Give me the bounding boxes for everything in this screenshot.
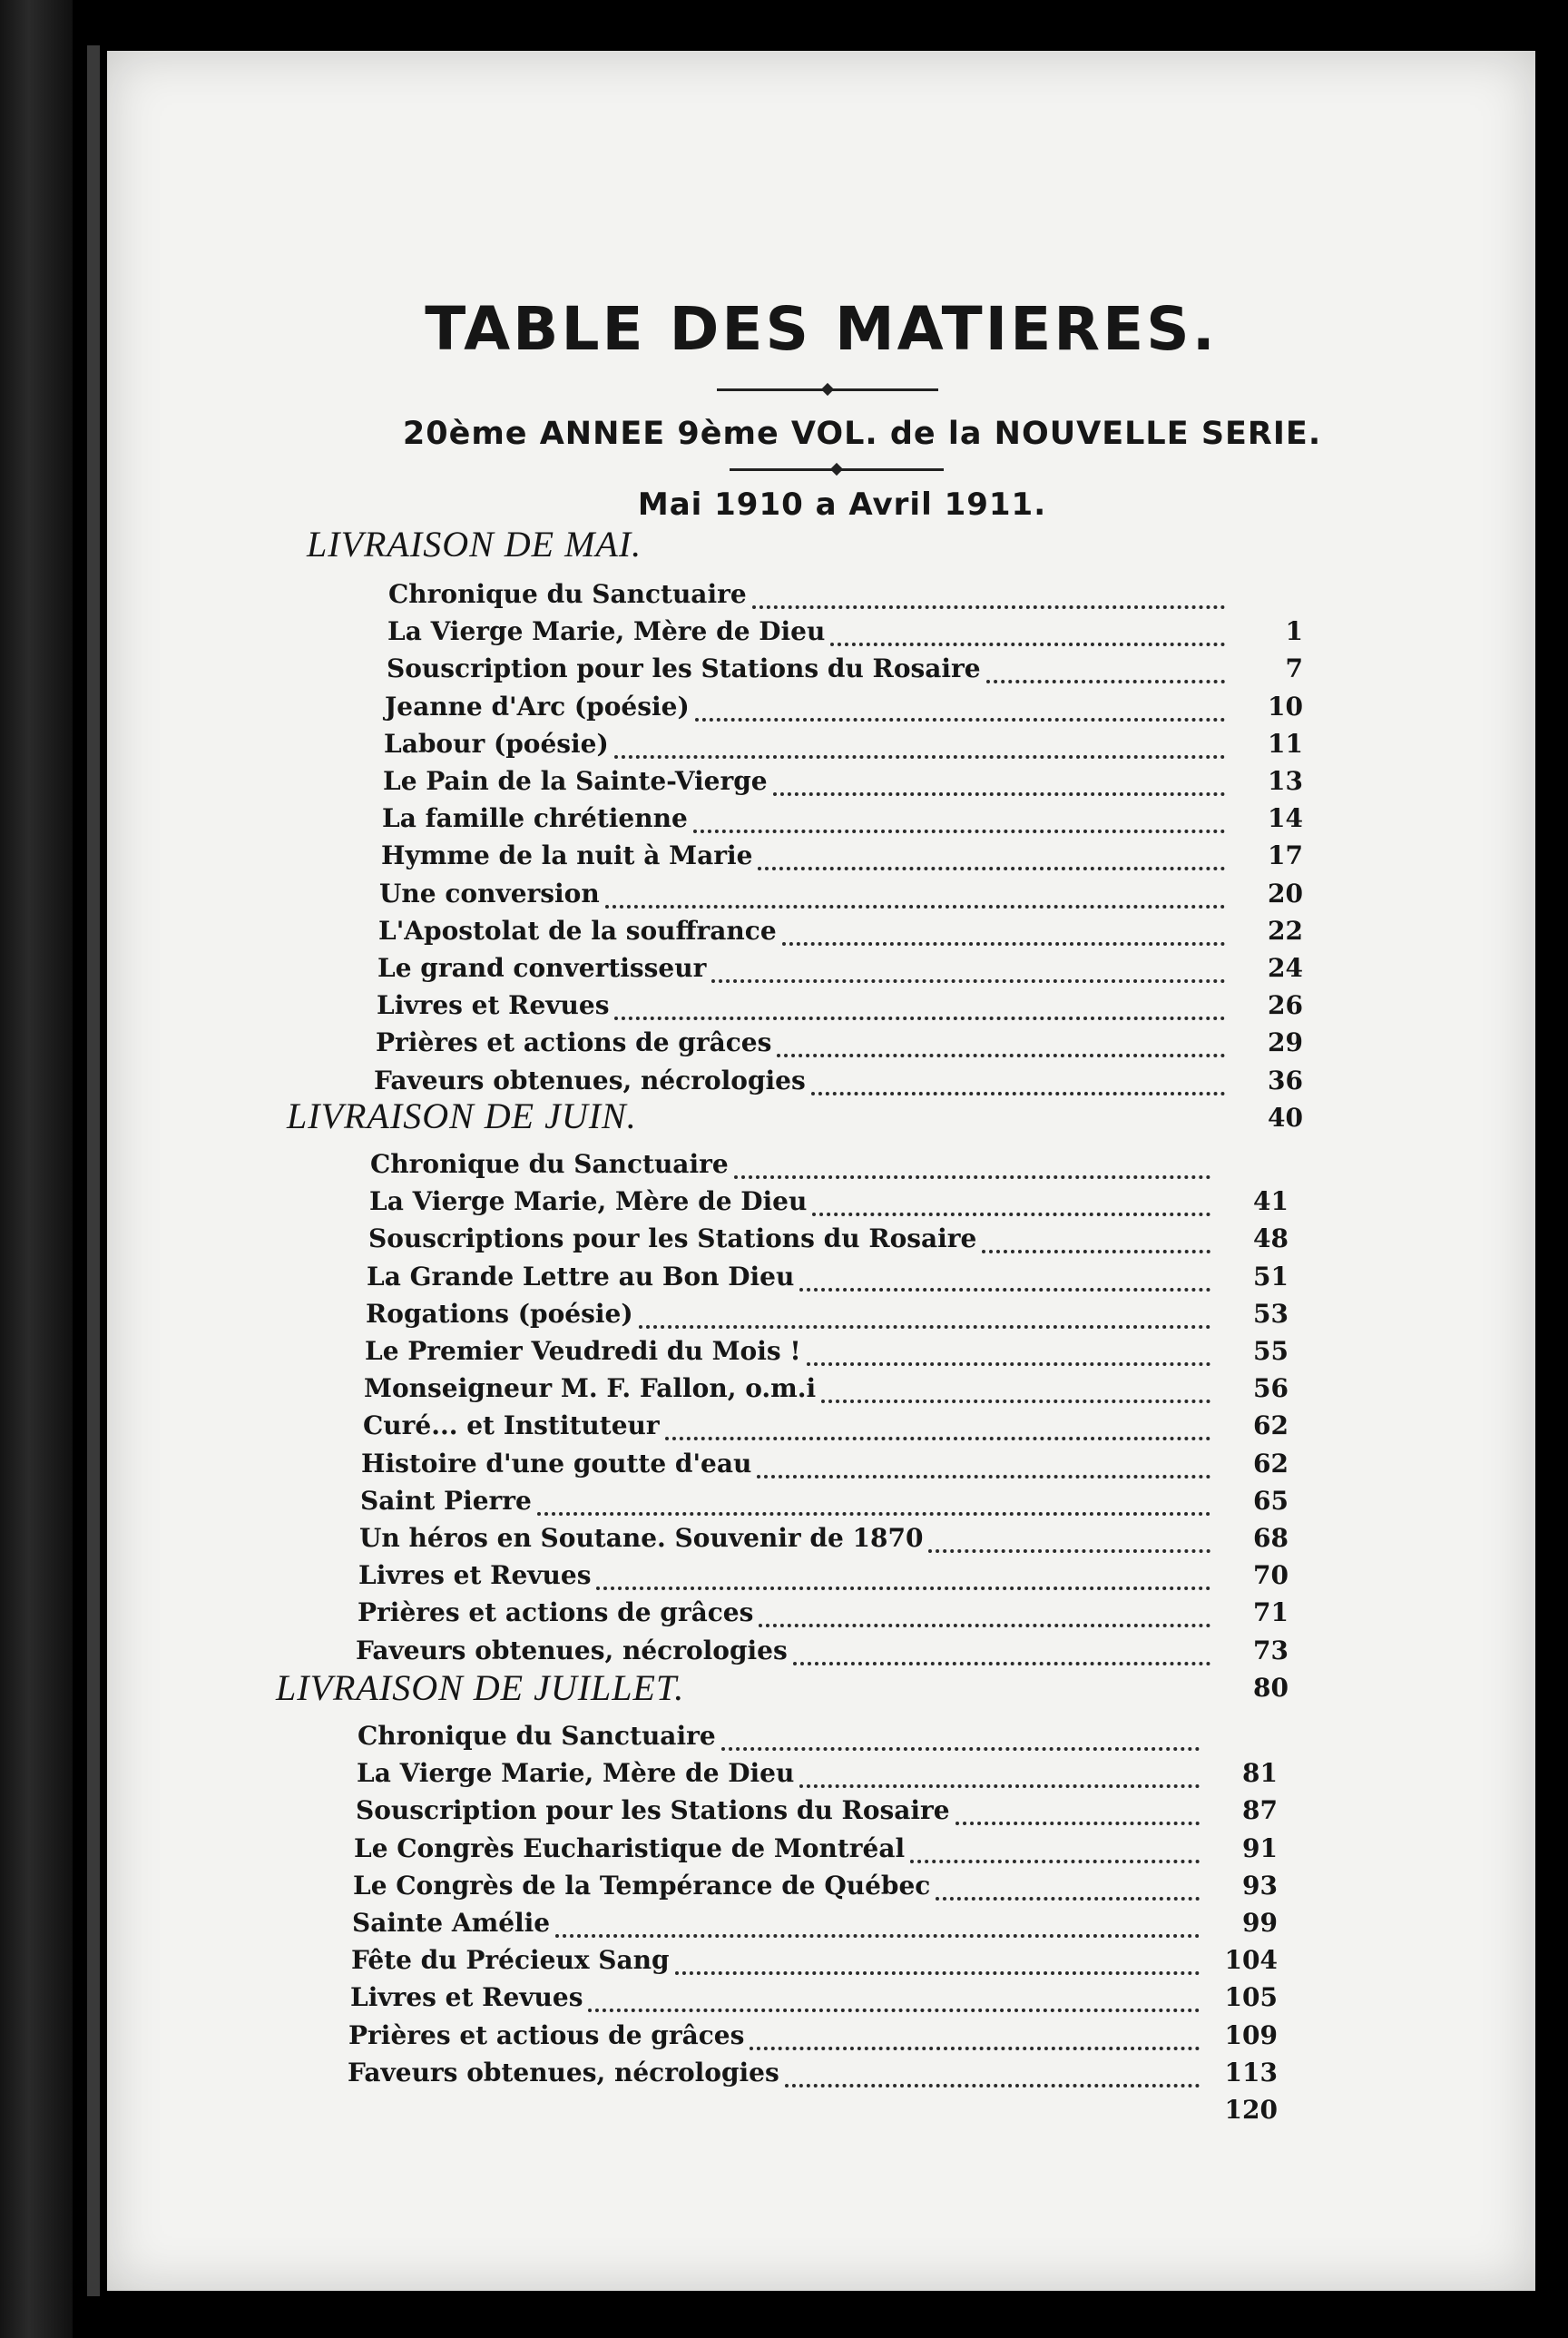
toc-entry-title: Livres et Revues xyxy=(350,1982,583,2012)
toc-entry-page-number: 11 xyxy=(1268,729,1303,759)
toc-entry-title: Jeanne d'Arc (poésie) xyxy=(385,692,690,722)
toc-entry xyxy=(347,2095,1278,2132)
dot-leader xyxy=(785,2084,1200,2088)
toc-entry-title: Chronique du Sanctuaire xyxy=(388,579,747,609)
toc-entry-title: Souscriptions pour les Stations du Rosaire xyxy=(368,1223,977,1253)
toc-entry xyxy=(368,1223,1289,1261)
toc-entry-page-number: 36 xyxy=(1268,1066,1303,1095)
dot-leader xyxy=(910,1860,1200,1863)
toc-entry-title: La Grande Lettre au Bon Dieu xyxy=(367,1262,795,1292)
toc-entry xyxy=(370,1149,1289,1186)
document-date-range: Mai 1910 a Avril 1911. xyxy=(637,486,1047,523)
toc-entry-title: Monseigneur M. F. Fallon, o.m.i xyxy=(364,1373,817,1403)
dot-leader xyxy=(812,1213,1210,1216)
dot-leader xyxy=(752,605,1225,609)
toc-entry xyxy=(360,1486,1289,1523)
toc-entry-page-number: 55 xyxy=(1253,1336,1289,1366)
toc-entry xyxy=(379,879,1303,916)
toc-entry-page-number: 113 xyxy=(1224,2058,1278,2088)
toc-entry-page-number: 71 xyxy=(1253,1597,1289,1627)
toc-entry-title: Curé... et Instituteur xyxy=(363,1410,660,1440)
toc-entry xyxy=(366,1299,1289,1336)
toc-entry-page-number: 17 xyxy=(1268,840,1303,870)
dot-leader xyxy=(537,1512,1210,1516)
dot-leader xyxy=(982,1250,1210,1253)
toc-entry xyxy=(377,990,1303,1027)
toc-entry xyxy=(367,1262,1289,1299)
document-page xyxy=(107,51,1535,2291)
dot-leader xyxy=(596,1586,1210,1590)
toc-entry-title: L'Apostolat de la souffrance xyxy=(378,916,777,946)
toc-entry xyxy=(358,1560,1289,1597)
dot-leader xyxy=(757,1475,1210,1478)
toc-entry xyxy=(358,1597,1289,1635)
toc-entry xyxy=(363,1410,1289,1448)
toc-entry xyxy=(364,1373,1289,1410)
toc-entry-title: Fête du Précieux Sang xyxy=(351,1945,670,1975)
toc-entry-title: Histoire d'une goutte d'eau xyxy=(361,1449,752,1478)
toc-entry xyxy=(351,1945,1278,1982)
toc-entry-page-number: 53 xyxy=(1253,1299,1289,1329)
toc-entry-page-number: 99 xyxy=(1242,1908,1278,1938)
toc-entry-page-number: 56 xyxy=(1253,1373,1289,1403)
dot-leader xyxy=(695,718,1225,722)
toc-entry-title: Le grand convertisseur xyxy=(377,953,707,983)
toc-entry-page-number: 68 xyxy=(1253,1523,1289,1553)
toc-entry-page-number: 62 xyxy=(1253,1410,1289,1440)
dot-leader xyxy=(936,1897,1200,1901)
dot-leader xyxy=(750,2047,1200,2050)
toc-entry-title: Chronique du Sanctuaire xyxy=(358,1721,716,1751)
dot-leader xyxy=(799,1784,1200,1788)
toc-entry xyxy=(358,1721,1278,1758)
toc-entry xyxy=(378,916,1303,953)
toc-entry-page-number: 14 xyxy=(1268,803,1303,833)
toc-entry-title: Un héros en Soutane. Souvenir de 1870 xyxy=(359,1523,924,1553)
toc-entry-page-number: 7 xyxy=(1285,653,1303,683)
dot-leader xyxy=(693,830,1225,833)
toc-entry-title: Rogations (poésie) xyxy=(366,1299,633,1329)
toc-entry-title: Prières et actions de grâces xyxy=(358,1597,754,1627)
dot-leader xyxy=(639,1325,1210,1329)
section-heading: LIVRAISON DE JUILLET. xyxy=(276,1667,685,1708)
toc-entry xyxy=(365,1336,1289,1373)
toc-entry-title: Prières et actions de grâces xyxy=(376,1027,772,1057)
toc-entry-page-number: 120 xyxy=(1224,2095,1278,2125)
dot-leader xyxy=(605,905,1225,909)
toc-entry xyxy=(357,1758,1278,1795)
toc-entry xyxy=(350,1982,1278,2019)
toc-entry-page-number: 26 xyxy=(1268,990,1303,1020)
page-edge xyxy=(87,45,100,2296)
toc-entry-page-number: 91 xyxy=(1242,1833,1278,1863)
toc-entry xyxy=(387,616,1303,653)
dot-leader xyxy=(758,867,1225,870)
toc-entry-page-number: 87 xyxy=(1242,1795,1278,1825)
toc-entry-page-number: 65 xyxy=(1253,1486,1289,1516)
toc-entry-title: Le Premier Veudredi du Mois ! xyxy=(365,1336,801,1366)
toc-entry-page-number: 70 xyxy=(1253,1560,1289,1590)
dot-leader xyxy=(811,1092,1225,1095)
dot-leader xyxy=(614,1017,1225,1020)
toc-entry xyxy=(352,1908,1278,1945)
title-divider xyxy=(717,388,938,391)
toc-entry xyxy=(384,729,1303,766)
toc-entry-title: Le Congrès de la Tempérance de Québec xyxy=(353,1871,931,1901)
toc-entry xyxy=(353,1871,1278,1908)
toc-entry-page-number: 105 xyxy=(1224,1982,1278,2012)
toc-entry-title: Hymme de la nuit à Marie xyxy=(381,840,753,870)
toc-entry-page-number: 1 xyxy=(1285,616,1303,646)
toc-entry xyxy=(354,1833,1278,1871)
toc-entry xyxy=(385,692,1303,729)
dot-leader xyxy=(807,1362,1210,1366)
toc-entry xyxy=(381,840,1303,878)
toc-entry-title: Faveurs obtenues, nécrologies xyxy=(356,1636,788,1665)
toc-entry-title: Faveurs obtenues, nécrologies xyxy=(374,1066,806,1095)
toc-entry-title: Livres et Revues xyxy=(377,990,610,1020)
toc-entry xyxy=(348,2058,1278,2095)
toc-entry xyxy=(361,1449,1289,1486)
toc-entry-page-number: 20 xyxy=(1268,879,1303,909)
toc-entry-page-number: 29 xyxy=(1268,1027,1303,1057)
dot-leader xyxy=(830,643,1225,646)
toc-entry-title: La Vierge Marie, Mère de Dieu xyxy=(357,1758,795,1788)
dot-leader xyxy=(711,979,1225,983)
toc-entry-page-number: 81 xyxy=(1242,1758,1278,1788)
toc-entry xyxy=(387,653,1303,691)
toc-entry-page-number: 109 xyxy=(1224,2020,1278,2050)
toc-entry-page-number: 41 xyxy=(1253,1186,1289,1216)
toc-entry-title: Une conversion xyxy=(379,879,600,909)
dot-leader xyxy=(928,1549,1210,1553)
toc-entry-title: Labour (poésie) xyxy=(384,729,609,759)
dot-leader xyxy=(986,680,1225,683)
toc-entry-title: Saint Pierre xyxy=(360,1486,532,1516)
toc-entry-title: Le Congrès Eucharistique de Montréal xyxy=(354,1833,906,1863)
toc-entry xyxy=(348,2020,1278,2058)
dot-leader xyxy=(799,1288,1210,1292)
dot-leader xyxy=(773,792,1225,796)
document-title: TABLE DES MATIERES. xyxy=(425,294,1218,364)
toc-entry-page-number: 48 xyxy=(1253,1223,1289,1253)
toc-entry-title: Le Pain de la Sainte-Vierge xyxy=(383,766,768,796)
document-subtitle: 20ème ANNEE 9ème VOL. de la NOUVELLE SERIE. xyxy=(402,416,1322,452)
toc-entry-page-number: 22 xyxy=(1268,916,1303,946)
toc-entry-page-number: 24 xyxy=(1268,953,1303,983)
toc-entry-page-number: 10 xyxy=(1268,692,1303,722)
toc-entry-page-number: 13 xyxy=(1268,766,1303,796)
toc-entry-title: Faveurs obtenues, nécrologies xyxy=(348,2058,779,2088)
section-heading: LIVRAISON DE JUIN. xyxy=(287,1095,637,1136)
toc-entry-page-number: 80 xyxy=(1253,1673,1289,1703)
toc-entry-page-number: 62 xyxy=(1253,1449,1289,1478)
section-heading: LIVRAISON DE MAI. xyxy=(307,524,642,565)
dot-leader xyxy=(759,1624,1210,1627)
toc-entry-title: Livres et Revues xyxy=(358,1560,592,1590)
toc-entry xyxy=(356,1795,1278,1832)
toc-entry-page-number: 93 xyxy=(1242,1871,1278,1901)
dot-leader xyxy=(821,1400,1210,1403)
dot-leader xyxy=(777,1054,1225,1057)
dot-leader xyxy=(555,1934,1200,1938)
dot-leader xyxy=(588,2009,1200,2012)
toc-entry-title: La Vierge Marie, Mère de Dieu xyxy=(369,1186,808,1216)
toc-entry-page-number: 73 xyxy=(1253,1636,1289,1665)
dot-leader xyxy=(956,1822,1200,1825)
toc-entry xyxy=(382,803,1303,840)
dot-leader xyxy=(665,1437,1210,1440)
toc-entry-title: La famille chrétienne xyxy=(382,803,688,833)
toc-entry xyxy=(388,579,1303,616)
toc-entry-title: Prières et actious de grâces xyxy=(348,2020,745,2050)
toc-entry xyxy=(377,953,1303,990)
toc-entry-title: Sainte Amélie xyxy=(352,1908,551,1938)
subtitle-divider xyxy=(730,468,944,471)
toc-entry-title: La Vierge Marie, Mère de Dieu xyxy=(387,616,826,646)
dot-leader xyxy=(675,1971,1200,1975)
dot-leader xyxy=(782,942,1225,946)
toc-entry-title: Chronique du Sanctuaire xyxy=(370,1149,729,1179)
toc-entry xyxy=(359,1523,1289,1560)
dot-leader xyxy=(721,1747,1200,1751)
toc-entry-title: Souscription pour les Stations du Rosaire xyxy=(387,653,981,683)
toc-entry xyxy=(376,1027,1303,1065)
toc-entry-title: Souscription pour les Stations du Rosaire xyxy=(356,1795,950,1825)
book-spine-edge xyxy=(0,0,73,2338)
dot-leader xyxy=(793,1662,1210,1665)
toc-entry-page-number: 104 xyxy=(1224,1945,1278,1975)
toc-entry-page-number: 51 xyxy=(1253,1262,1289,1292)
dot-leader xyxy=(614,755,1225,759)
toc-entry-page-number: 40 xyxy=(1268,1103,1303,1133)
toc-entry xyxy=(383,766,1303,803)
dot-leader xyxy=(734,1175,1210,1179)
toc-entry xyxy=(369,1186,1289,1223)
